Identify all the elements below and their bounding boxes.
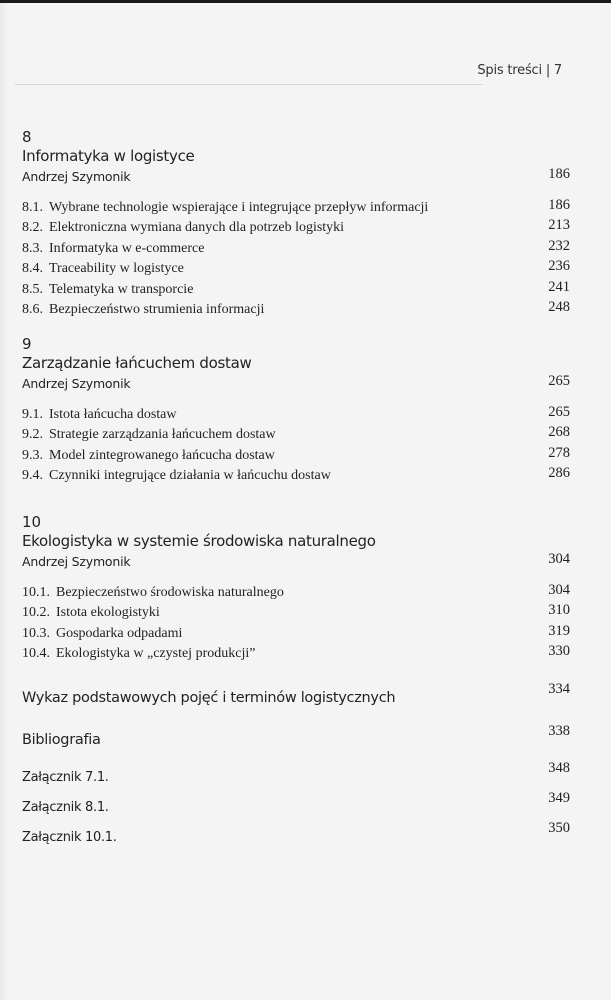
- section-number: 8.2.: [22, 220, 43, 236]
- chapter-author: Andrzej Szymonik: [22, 169, 131, 184]
- section-number: 9.3.: [22, 447, 43, 463]
- entry-label: Wykaz podstawowych pojęć i terminów logistycznych: [22, 690, 396, 706]
- section-page: 319: [548, 622, 570, 639]
- toc-entry[interactable]: [22, 466, 570, 486]
- toc-entry-appendix-7-1[interactable]: [22, 760, 570, 788]
- section-title: Strategie zarządzania łańcuchem dostaw: [49, 427, 276, 443]
- entry-label: Bibliografia: [22, 732, 101, 748]
- section-page: 248: [548, 298, 570, 315]
- section-number: 8.5.: [22, 281, 43, 297]
- toc-entry[interactable]: [22, 425, 570, 445]
- section-title: Ekologistyka w „czystej produkcji”: [56, 646, 256, 662]
- toc-entry[interactable]: [22, 446, 570, 466]
- author-row: [22, 551, 570, 573]
- section-title: Czynniki integrujące działania w łańcuchu dostaw: [49, 468, 331, 484]
- section-title: Istota łańcucha dostaw: [49, 407, 177, 422]
- section-number: 9.1.: [22, 407, 43, 422]
- chapter-title[interactable]: Zarządzanie łańcuchem dostaw: [22, 354, 252, 372]
- section-number: 10.4.: [22, 646, 50, 662]
- toc-entry[interactable]: [22, 644, 570, 664]
- section-title: Bezpieczeństwo strumienia informacji: [49, 301, 265, 317]
- entry-page: 338: [548, 723, 570, 739]
- toc-entry[interactable]: [22, 198, 570, 218]
- section-number: 9.2.: [22, 427, 43, 443]
- section-list: [22, 405, 570, 487]
- chapter-author: Andrzej Szymonik: [22, 376, 131, 391]
- section-page: 268: [548, 424, 570, 441]
- section-page: 232: [548, 237, 570, 254]
- chapter-number: 9: [22, 335, 32, 353]
- section-number: 8.6.: [22, 301, 43, 317]
- author-row: [22, 166, 570, 188]
- chapter-number: 8: [22, 128, 32, 146]
- section-title: Istota ekologistyki: [56, 605, 160, 621]
- section-page: 241: [548, 278, 570, 295]
- toc-entry[interactable]: [22, 218, 570, 238]
- section-number: 9.4.: [22, 468, 43, 484]
- chapter-page: 304: [548, 551, 570, 567]
- toc-entry[interactable]: [22, 300, 570, 320]
- section-page: 213: [548, 217, 570, 234]
- section-title: Traceability w logistyce: [49, 261, 184, 277]
- toc-entry[interactable]: [22, 280, 570, 300]
- section-number: 10.3.: [22, 625, 50, 641]
- section-title: Bezpieczeństwo środowiska naturalnego: [56, 585, 284, 600]
- section-title: Wybrane technologie wspierające i integrujące przepływ informacji: [49, 200, 429, 215]
- chapter-9: [22, 335, 570, 487]
- section-title: Elektroniczna wymiana danych dla potrzeb logistyki: [49, 220, 345, 236]
- toc-entry-glossary[interactable]: [22, 681, 570, 709]
- section-page: 304: [548, 582, 570, 598]
- chapter-page: 186: [548, 166, 570, 182]
- running-header: Spis treści | 7: [477, 63, 562, 78]
- section-title: Informatyka w e-commerce: [49, 240, 205, 256]
- toc-entry[interactable]: [22, 259, 570, 279]
- toc-entry-appendix-8-1[interactable]: [22, 790, 570, 818]
- section-number: 10.1.: [22, 585, 50, 600]
- toc-entry[interactable]: [22, 603, 570, 623]
- chapter-title[interactable]: Informatyka w logistyce: [22, 147, 195, 165]
- toc-entry[interactable]: [22, 583, 570, 603]
- toc-entry[interactable]: [22, 239, 570, 259]
- chapter-number: 10: [22, 513, 42, 531]
- section-number: 10.2.: [22, 605, 50, 621]
- section-page: 236: [548, 258, 570, 275]
- section-page: 310: [548, 602, 570, 619]
- chapter-page: 265: [548, 373, 570, 389]
- author-row: [22, 373, 570, 395]
- section-title: Model zintegrowanego łańcucha dostaw: [49, 447, 275, 463]
- header-divider: [15, 84, 483, 85]
- section-page: 278: [548, 444, 570, 461]
- entry-page: 350: [548, 820, 570, 836]
- chapter-title[interactable]: Ekologistyka w systemie środowiska naturalnego: [22, 532, 376, 550]
- section-page: 186: [548, 197, 570, 213]
- entry-page: 349: [548, 790, 570, 806]
- entry-label: Załącznik 10.1.: [22, 830, 117, 845]
- toc-entry-bibliography[interactable]: [22, 723, 570, 751]
- section-page: 286: [548, 465, 570, 482]
- section-page: 330: [548, 643, 570, 660]
- toc-entry[interactable]: [22, 405, 570, 425]
- section-number: 8.3.: [22, 240, 43, 256]
- page-left-shadow: [0, 3, 8, 1000]
- section-title: Gospodarka odpadami: [56, 625, 183, 641]
- section-title: Telematyka w transporcie: [49, 281, 194, 297]
- section-number: 8.1.: [22, 200, 43, 215]
- chapter-author: Andrzej Szymonik: [22, 554, 131, 569]
- section-number: 8.4.: [22, 261, 43, 277]
- toc-entry-appendix-10-1[interactable]: [22, 820, 570, 848]
- chapter-8: [22, 128, 570, 320]
- chapter-10: [22, 513, 570, 665]
- section-list: [22, 583, 570, 665]
- toc-entry[interactable]: [22, 624, 570, 644]
- entry-page: 348: [548, 760, 570, 776]
- section-page: 265: [548, 404, 570, 420]
- entry-label: Załącznik 7.1.: [22, 770, 109, 785]
- scan-top-edge: [0, 0, 611, 3]
- entry-label: Załącznik 8.1.: [22, 800, 109, 815]
- section-list: [22, 198, 570, 320]
- entry-page: 334: [548, 681, 570, 697]
